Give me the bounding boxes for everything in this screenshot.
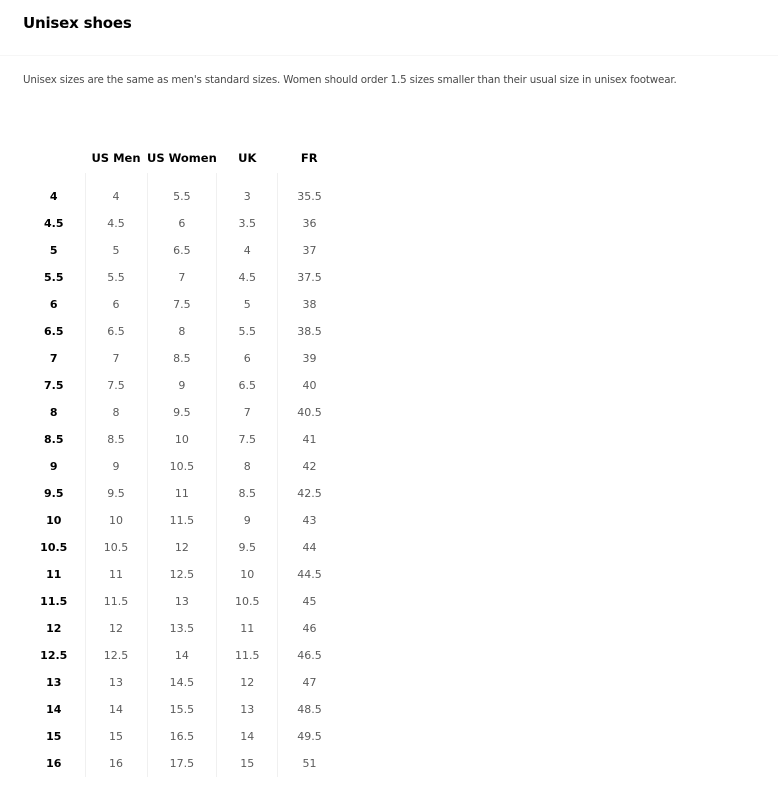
fr-cell: 38.5 bbox=[278, 318, 341, 345]
header-uk: UK bbox=[238, 151, 257, 165]
fr-cell: 45 bbox=[278, 588, 341, 615]
row-size: 5 bbox=[49, 244, 58, 257]
uk-cell: 6.5 bbox=[217, 372, 278, 399]
uk-cell: 4 bbox=[217, 237, 278, 264]
table-row bbox=[23, 426, 341, 453]
us-men-cell: 10.5 bbox=[85, 534, 147, 561]
table-row bbox=[23, 291, 341, 318]
us-women-cell: 6 bbox=[147, 210, 217, 237]
us-men-cell: 10 bbox=[85, 507, 147, 534]
fr-cell: 36 bbox=[278, 210, 341, 237]
row-size: 4.5 bbox=[44, 217, 64, 230]
uk-cell: 14 bbox=[217, 723, 278, 750]
fr-cell: 39 bbox=[278, 345, 341, 372]
header-fr: FR bbox=[300, 151, 318, 165]
row-size: 16 bbox=[46, 757, 62, 770]
row-size: 8.5 bbox=[44, 433, 64, 446]
uk-cell: 8 bbox=[217, 453, 278, 480]
uk-cell: 7.5 bbox=[217, 426, 278, 453]
row-size: 9.5 bbox=[44, 487, 64, 500]
row-size: 12 bbox=[46, 622, 62, 635]
uk-cell: 3 bbox=[217, 183, 278, 210]
us-women-cell: 11 bbox=[147, 480, 217, 507]
us-women-cell: 9.5 bbox=[147, 399, 217, 426]
fr-cell: 37 bbox=[278, 237, 341, 264]
row-size: 10 bbox=[46, 514, 62, 527]
fr-cell: 38 bbox=[278, 291, 341, 318]
us-women-cell: 6.5 bbox=[147, 237, 217, 264]
row-size: 12.5 bbox=[40, 649, 68, 662]
fr-cell: 41 bbox=[278, 426, 341, 453]
row-size: 7 bbox=[49, 352, 58, 365]
table-row bbox=[23, 588, 341, 615]
row-size: 6.5 bbox=[44, 325, 64, 338]
uk-cell: 3.5 bbox=[217, 210, 278, 237]
us-women-cell: 8.5 bbox=[147, 345, 217, 372]
us-men-cell: 11.5 bbox=[85, 588, 147, 615]
row-size: 9 bbox=[49, 460, 58, 473]
row-size: 13 bbox=[46, 676, 62, 689]
uk-cell: 11 bbox=[217, 615, 278, 642]
us-men-cell: 11 bbox=[85, 561, 147, 588]
fr-cell: 40 bbox=[278, 372, 341, 399]
header-divider bbox=[0, 55, 778, 56]
us-men-cell: 9.5 bbox=[85, 480, 147, 507]
us-women-cell: 16.5 bbox=[147, 723, 217, 750]
fr-cell: 49.5 bbox=[278, 723, 341, 750]
size-description: Unisex sizes are the same as men's standard sizes. Women should order 1.5 sizes smaller than their usual size in unisex footwear. bbox=[23, 74, 677, 86]
table-row bbox=[23, 642, 341, 669]
us-men-cell: 6 bbox=[85, 291, 147, 318]
us-women-cell: 15.5 bbox=[147, 696, 217, 723]
table-row bbox=[23, 399, 341, 426]
us-women-cell: 9 bbox=[147, 372, 217, 399]
uk-cell: 15 bbox=[217, 750, 278, 777]
uk-cell: 10.5 bbox=[217, 588, 278, 615]
us-women-cell: 12.5 bbox=[147, 561, 217, 588]
us-men-cell: 15 bbox=[85, 723, 147, 750]
us-men-cell: 13 bbox=[85, 669, 147, 696]
row-size: 5.5 bbox=[44, 271, 64, 284]
uk-cell: 6 bbox=[217, 345, 278, 372]
us-men-cell: 12 bbox=[85, 615, 147, 642]
table-row bbox=[23, 453, 341, 480]
row-size: 11.5 bbox=[40, 595, 68, 608]
table-row bbox=[23, 534, 341, 561]
table-row bbox=[23, 372, 341, 399]
uk-cell: 5.5 bbox=[217, 318, 278, 345]
table-row bbox=[23, 723, 341, 750]
table-row bbox=[23, 345, 341, 372]
table-row bbox=[23, 696, 341, 723]
fr-cell: 42.5 bbox=[278, 480, 341, 507]
row-size: 11 bbox=[46, 568, 62, 581]
row-size: 4 bbox=[49, 190, 58, 203]
table-row bbox=[23, 507, 341, 534]
table-row bbox=[23, 750, 341, 777]
us-men-cell: 8.5 bbox=[85, 426, 147, 453]
row-size: 10.5 bbox=[40, 541, 68, 554]
fr-cell: 44 bbox=[278, 534, 341, 561]
uk-cell: 7 bbox=[217, 399, 278, 426]
uk-cell: 4.5 bbox=[217, 264, 278, 291]
table-row bbox=[23, 264, 341, 291]
header-us-men: US Men bbox=[91, 151, 141, 165]
us-women-cell: 7 bbox=[147, 264, 217, 291]
table-row bbox=[23, 210, 341, 237]
us-men-cell: 4 bbox=[85, 183, 147, 210]
row-size: 14 bbox=[46, 703, 62, 716]
us-men-cell: 4.5 bbox=[85, 210, 147, 237]
us-women-cell: 7.5 bbox=[147, 291, 217, 318]
us-men-cell: 9 bbox=[85, 453, 147, 480]
uk-cell: 10 bbox=[217, 561, 278, 588]
us-men-cell: 7 bbox=[85, 345, 147, 372]
uk-cell: 13 bbox=[217, 696, 278, 723]
us-women-cell: 17.5 bbox=[147, 750, 217, 777]
us-men-cell: 16 bbox=[85, 750, 147, 777]
table-row bbox=[23, 669, 341, 696]
header-row-label bbox=[23, 143, 85, 173]
fr-cell: 46.5 bbox=[278, 642, 341, 669]
fr-cell: 37.5 bbox=[278, 264, 341, 291]
header-us-women: US Women bbox=[147, 151, 217, 165]
fr-cell: 44.5 bbox=[278, 561, 341, 588]
row-size: 6 bbox=[49, 298, 58, 311]
us-women-cell: 11.5 bbox=[147, 507, 217, 534]
us-women-cell: 10 bbox=[147, 426, 217, 453]
us-women-cell: 10.5 bbox=[147, 453, 217, 480]
fr-cell: 51 bbox=[278, 750, 341, 777]
us-women-cell: 8 bbox=[147, 318, 217, 345]
us-men-cell: 14 bbox=[85, 696, 147, 723]
size-chart-table bbox=[23, 143, 341, 777]
table-row bbox=[23, 318, 341, 345]
uk-cell: 11.5 bbox=[217, 642, 278, 669]
us-men-cell: 12.5 bbox=[85, 642, 147, 669]
uk-cell: 5 bbox=[217, 291, 278, 318]
table-row bbox=[23, 183, 341, 210]
row-size: 15 bbox=[46, 730, 62, 743]
us-men-cell: 5 bbox=[85, 237, 147, 264]
fr-cell: 46 bbox=[278, 615, 341, 642]
us-men-cell: 5.5 bbox=[85, 264, 147, 291]
us-men-cell: 8 bbox=[85, 399, 147, 426]
uk-cell: 9 bbox=[217, 507, 278, 534]
fr-cell: 40.5 bbox=[278, 399, 341, 426]
fr-cell: 47 bbox=[278, 669, 341, 696]
fr-cell: 42 bbox=[278, 453, 341, 480]
us-men-cell: 7.5 bbox=[85, 372, 147, 399]
row-size: 8 bbox=[49, 406, 58, 419]
uk-cell: 8.5 bbox=[217, 480, 278, 507]
table-row bbox=[23, 561, 341, 588]
us-women-cell: 13.5 bbox=[147, 615, 217, 642]
fr-cell: 43 bbox=[278, 507, 341, 534]
table-row bbox=[23, 237, 341, 264]
table-row bbox=[23, 615, 341, 642]
uk-cell: 12 bbox=[217, 669, 278, 696]
header-spacer bbox=[23, 173, 341, 183]
fr-cell: 35.5 bbox=[278, 183, 341, 210]
us-women-cell: 13 bbox=[147, 588, 217, 615]
us-women-cell: 14 bbox=[147, 642, 217, 669]
size-rows bbox=[23, 183, 341, 777]
us-women-cell: 5.5 bbox=[147, 183, 217, 210]
table-row bbox=[23, 480, 341, 507]
us-women-cell: 12 bbox=[147, 534, 217, 561]
us-men-cell: 6.5 bbox=[85, 318, 147, 345]
fr-cell: 48.5 bbox=[278, 696, 341, 723]
table-header-row bbox=[23, 143, 341, 173]
page-title: Unisex shoes bbox=[23, 14, 132, 32]
uk-cell: 9.5 bbox=[217, 534, 278, 561]
row-size: 7.5 bbox=[44, 379, 64, 392]
us-women-cell: 14.5 bbox=[147, 669, 217, 696]
